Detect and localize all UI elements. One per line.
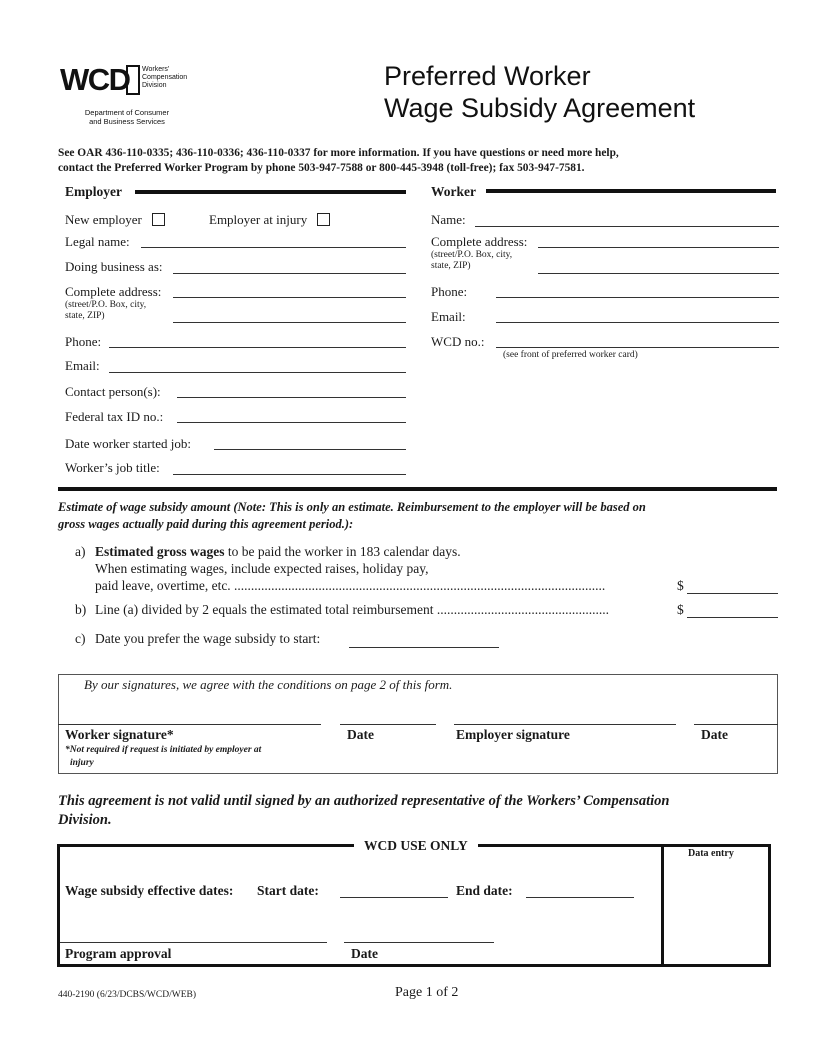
date-started-field[interactable] <box>214 449 406 450</box>
tax-id-field[interactable] <box>177 422 406 423</box>
item-b-marker: b) <box>75 602 87 617</box>
logo-dept-line2: and Business Services <box>89 117 165 126</box>
worker-heading: Worker <box>431 184 476 199</box>
intro-text <box>58 146 619 176</box>
logo-division-line3: Division <box>142 82 167 89</box>
employer-at-injury-label: Employer at injury <box>209 212 308 227</box>
wcd-use-heading: WCD USE ONLY <box>354 838 478 854</box>
worker-signature-note2: injury <box>70 758 94 768</box>
employer-address-field-1[interactable] <box>173 297 406 298</box>
validity-note <box>58 792 669 830</box>
item-c-date-field[interactable] <box>349 647 499 648</box>
section-divider <box>58 487 777 491</box>
page-number: Page 1 of 2 <box>395 985 459 1000</box>
new-employer-label: New employer <box>65 212 142 227</box>
start-date-field[interactable] <box>340 897 448 898</box>
data-entry-label: Data entry <box>688 848 734 859</box>
new-employer-checkbox[interactable] <box>152 213 165 226</box>
worker-date-label: Date <box>347 727 374 742</box>
employer-heading-rule <box>135 190 406 194</box>
dba-label: Doing business as: <box>65 259 163 274</box>
item-b-text: Line (a) divided by 2 equals the estimated total reimbursement ................................................... <box>95 602 610 617</box>
item-a-bold: Estimated gross wages <box>95 544 225 559</box>
logo-dept-line1: Department of Consumer <box>84 108 170 117</box>
employer-email-field[interactable] <box>109 372 406 373</box>
worker-address-field-2[interactable] <box>538 273 779 274</box>
worker-signature-note1: *Not required if request is initiated by employer at <box>65 745 262 755</box>
estimate-intro-line1: Estimate of wage subsidy amount (Note: This is only an estimate. Reimbursement to the employer will be based on <box>58 500 646 514</box>
employer-signature-line[interactable] <box>454 724 676 725</box>
worker-address-field-1[interactable] <box>538 247 779 248</box>
start-date-label: Start date: <box>257 883 319 898</box>
employer-address-hint2: state, ZIP) <box>65 311 105 321</box>
wcd-logo <box>58 60 193 130</box>
dba-field[interactable] <box>173 273 406 274</box>
signature-agreement-text: By our signatures, we agree with the conditions on page 2 of this form. <box>84 677 453 692</box>
employer-address-hint1: (street/P.O. Box, city, <box>65 300 147 310</box>
legal-name-field[interactable] <box>141 247 406 248</box>
item-a-marker: a) <box>75 544 86 559</box>
employer-phone-field[interactable] <box>109 347 406 348</box>
item-a-amount-field[interactable] <box>687 593 778 594</box>
approval-date-line[interactable] <box>344 942 494 943</box>
title-line2: Wage Subsidy Agreement <box>384 93 696 123</box>
worker-name-label: Name: <box>431 212 466 227</box>
approval-date-label: Date <box>351 946 378 961</box>
oregon-map-icon <box>126 65 140 95</box>
item-c-marker: c) <box>75 631 86 646</box>
wcd-no-field[interactable] <box>496 347 779 348</box>
logo-acronym: WCD <box>60 62 130 97</box>
worker-heading-rule <box>486 189 776 193</box>
logo-division-line2: Compensation <box>142 74 188 81</box>
worker-address-hint2: state, ZIP) <box>431 261 471 271</box>
end-date-label: End date: <box>456 883 513 898</box>
employer-heading: Employer <box>65 184 122 199</box>
tax-id-label: Federal tax ID no.: <box>65 409 164 424</box>
legal-name-label: Legal name: <box>65 234 130 249</box>
employer-signature-label: Employer signature <box>456 727 570 742</box>
page-title <box>384 60 695 124</box>
worker-email-field[interactable] <box>496 322 779 323</box>
employer-address-label: Complete address: <box>65 284 162 299</box>
title-line1: Preferred Worker <box>384 61 591 91</box>
employer-address-field-2[interactable] <box>173 322 406 323</box>
item-b-dollar: $ <box>677 602 684 617</box>
employer-email-label: Email: <box>65 358 100 373</box>
worker-name-field[interactable] <box>475 226 779 227</box>
item-c-text: Date you prefer the wage subsidy to start: <box>95 631 321 646</box>
item-b-amount-field[interactable] <box>687 617 778 618</box>
estimate-intro-line2: gross wages actually paid during this agreement period.): <box>58 517 354 531</box>
worker-email-label: Email: <box>431 309 466 324</box>
employer-at-injury-checkbox[interactable] <box>317 213 330 226</box>
worker-address-hint1: (street/P.O. Box, city, <box>431 250 513 260</box>
validity-line1: This agreement is not valid until signed by an authorized representative of the Workers’ Compensation <box>58 793 670 809</box>
worker-signature-line[interactable] <box>58 724 321 725</box>
intro-line1: See OAR 436-110-0335; 436-110-0336; 436-110-0337 for more information. If you have questions or need more help, <box>58 147 619 159</box>
item-a-line2: When estimating wages, include expected raises, holiday pay, <box>95 561 429 576</box>
employer-phone-label: Phone: <box>65 334 102 349</box>
worker-phone-field[interactable] <box>496 297 779 298</box>
job-title-label: Worker’s job title: <box>65 460 160 475</box>
wcd-no-hint: (see front of preferred worker card) <box>503 350 638 360</box>
validity-line2: Division. <box>58 812 112 828</box>
item-a-line3: paid leave, overtime, etc. .............................................................................................................. <box>95 578 606 593</box>
employer-date-line[interactable] <box>694 724 778 725</box>
program-approval-label: Program approval <box>65 946 172 961</box>
date-started-label: Date worker started job: <box>65 436 191 451</box>
worker-signature-label: Worker signature* <box>65 727 174 742</box>
estimate-intro <box>58 499 646 533</box>
program-approval-line[interactable] <box>60 942 327 943</box>
wcd-no-label: WCD no.: <box>431 334 485 349</box>
employer-date-label: Date <box>701 727 728 742</box>
worker-address-label: Complete address: <box>431 234 528 249</box>
item-a-rest: to be paid the worker in 183 calendar days. <box>224 544 461 559</box>
logo-division-line1: Workers' <box>142 66 170 73</box>
worker-phone-label: Phone: <box>431 284 468 299</box>
data-entry-divider <box>661 844 664 967</box>
item-a-dollar: $ <box>677 578 684 593</box>
effective-dates-label: Wage subsidy effective dates: <box>65 883 234 898</box>
worker-date-line[interactable] <box>340 724 436 725</box>
intro-line2: contact the Preferred Worker Program by phone 503-947-7588 or 800-445-3948 (toll-free); fax 503-947-7581. <box>58 162 585 174</box>
contact-field[interactable] <box>177 397 406 398</box>
item-a-line1 <box>95 544 461 560</box>
form-number: 440-2190 (6/23/DCBS/WCD/WEB) <box>58 990 197 1000</box>
job-title-field[interactable] <box>173 474 406 475</box>
end-date-field[interactable] <box>526 897 634 898</box>
contact-label: Contact person(s): <box>65 384 161 399</box>
